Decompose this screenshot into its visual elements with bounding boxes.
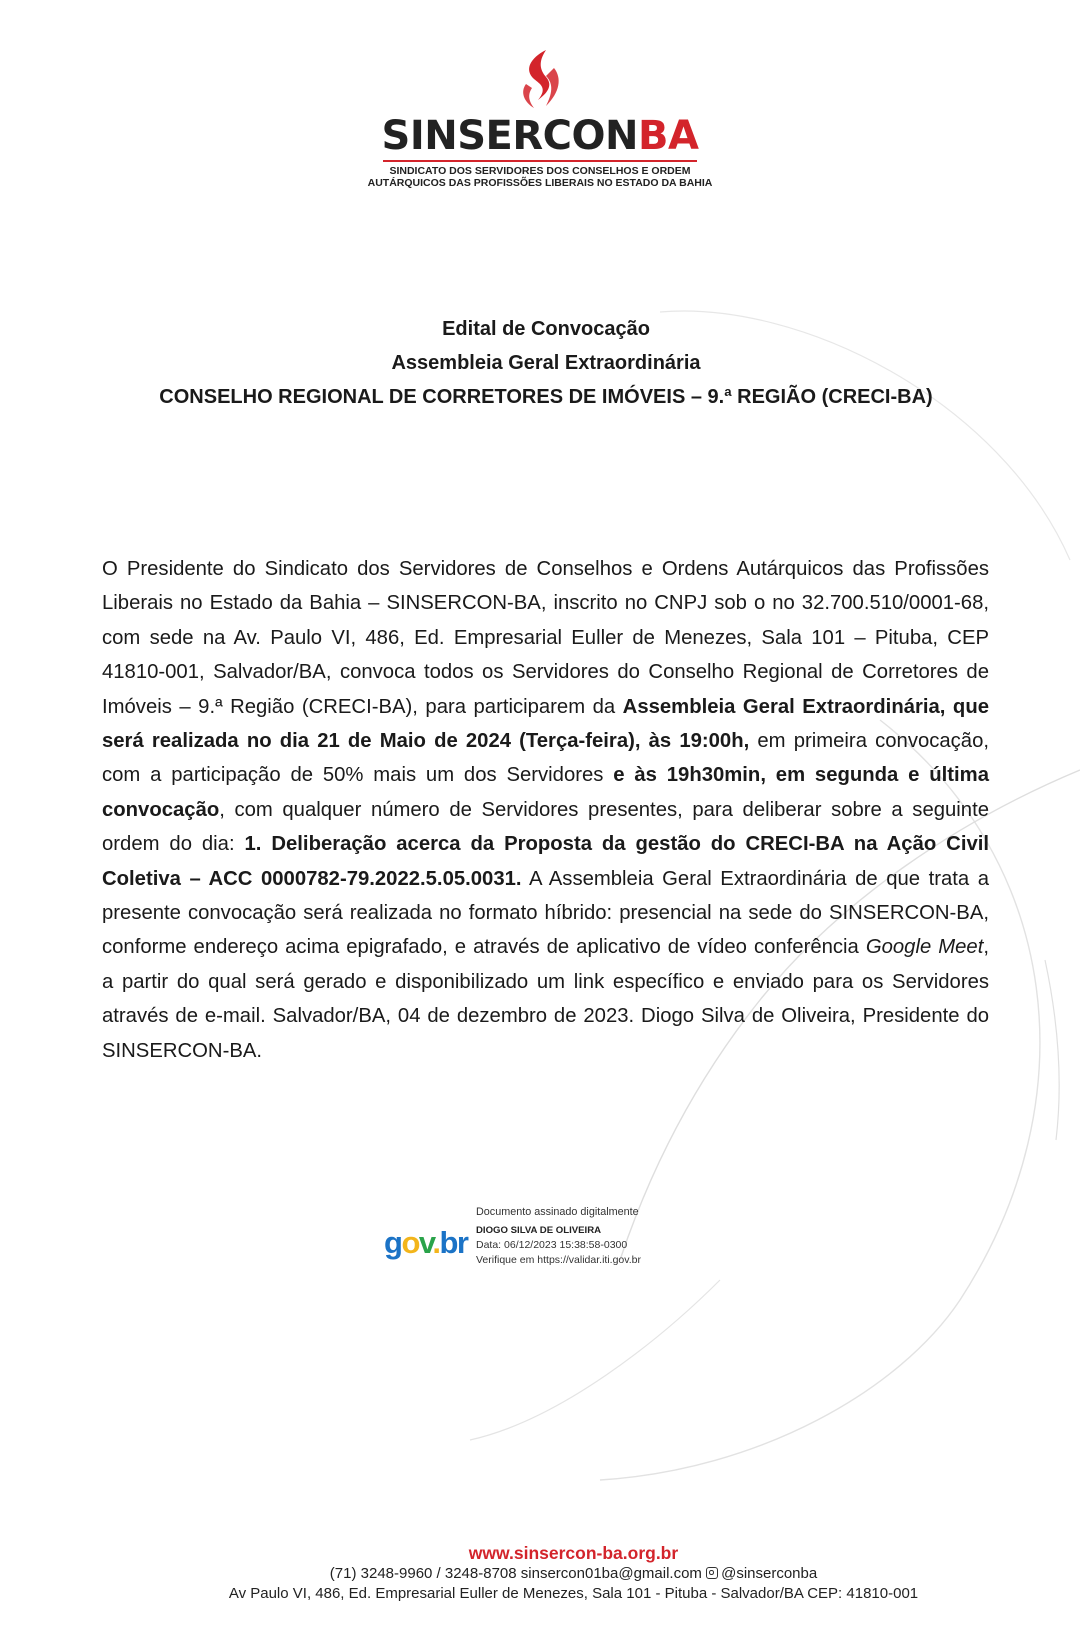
logo-subtitle-line1: SINDICATO DOS SERVIDORES DOS CONSELHOS E ORDEM (389, 165, 691, 177)
signature-info (476, 1205, 641, 1268)
footer-instagram-handle[interactable]: @sinserconba (721, 1565, 818, 1582)
sinsercon-logo (350, 48, 730, 189)
title-line-3: CONSELHO REGIONAL DE CORRETORES DE IMÓVEIS – 9.ª REGIÃO (CRECI-BA) (159, 386, 933, 408)
signer-name: DIOGO SILVA DE OLIVEIRA (476, 1225, 602, 1236)
signature-verify-link[interactable]: Verifique em https://validar.iti.gov.br (476, 1254, 641, 1266)
body-segment: , a partir do qual será gerado e disponibilizado um link específico e enviado para os Servidores através de e-mail. Salvador/BA, 04 de dezembro de 2023. Diogo Silva de Oliveira, Presidente do SINSERCON-BA. (102, 936, 989, 1062)
signature-date: Data: 06/12/2023 15:38:58-0300 (476, 1239, 628, 1251)
document-title (100, 312, 992, 414)
instagram-icon (706, 1567, 718, 1579)
body-segment: em primeira convocação, com a participação de 50% mais um dos Servidores (102, 730, 989, 787)
title-line-2: Assembleia Geral Extraordinária (391, 352, 701, 374)
logo-subtitle-line2: AUTÁRQUICOS DAS PROFISSÕES LIBERAIS NO ESTADO DA BAHIA (367, 177, 713, 189)
govbr-logo: gov.br (384, 1225, 468, 1260)
convocation-paragraph (102, 552, 989, 1068)
page-footer (100, 1542, 1047, 1604)
footer-phones-email: (71) 3248-9960 / 3248-8708 sinsercon01ba@gmail.com (329, 1565, 707, 1582)
s-swoosh-icon (516, 48, 564, 112)
digital-signature-stamp (384, 1205, 714, 1273)
body-italic-segment: Google Meet (865, 936, 984, 959)
body-segment: , com qualquer número de Servidores presentes, para deliberar sobre a seguinte ordem do dia: (102, 798, 989, 856)
logo-word-main: SINSERCON (381, 113, 638, 159)
signature-heading: Documento assinado digitalmente (476, 1206, 639, 1218)
footer-website-link[interactable]: www.sinsercon-ba.org.br (468, 1543, 679, 1563)
logo-wordmark (350, 114, 730, 158)
footer-address: Av Paulo VI, 486, Ed. Empresarial Euller de Menezes, Sala 101 - Pituba - Salvador/BA CEP: 41810-001 (228, 1585, 919, 1602)
body-bold-segment: e às 19h30min, em segunda e última convocação (102, 764, 989, 821)
body-segment: A Assembleia Geral Extraordinária de que trata a presente convocação será realizada no formato híbrido: presencial na sede do SINSERCON-BA, conforme endereço acima epigrafado, e através de aplicativo de vídeo conferência (102, 867, 989, 959)
logo-divider (383, 160, 697, 162)
body-bold-segment: 1. Deliberação acerca da Proposta da gestão do CRECI-BA na Ação Civil Coletiva – ACC 0000782-79.2022.5.05.0031. (102, 833, 989, 890)
logo-word-accent: BA (637, 113, 699, 159)
title-line-1: Edital de Convocação (442, 318, 650, 340)
footer-contact-line (100, 1564, 1047, 1584)
body-bold-segment: Assembleia Geral Extraordinária, que será realizada no dia 21 de Maio de 2024 (Terça-feira), às 19:00h, (102, 695, 989, 753)
body-segment: O Presidente do Sindicato dos Servidores de Conselhos e Ordens Autárquicos das Profissões Liberais no Estado da Bahia – SINSERCON-BA, inscrito no CNPJ sob o no 32.700.510/0001-68, com sede na Av. Paulo VI, 486, Ed. Empresarial Euller de Menezes, Sala 101 – Pituba, CEP 41810-001, Salvador/BA, convoca todos os Servidores do Conselho Regional de Corretores de Imóveis – 9.ª Região (CRECI-BA), para participarem da (102, 558, 989, 718)
